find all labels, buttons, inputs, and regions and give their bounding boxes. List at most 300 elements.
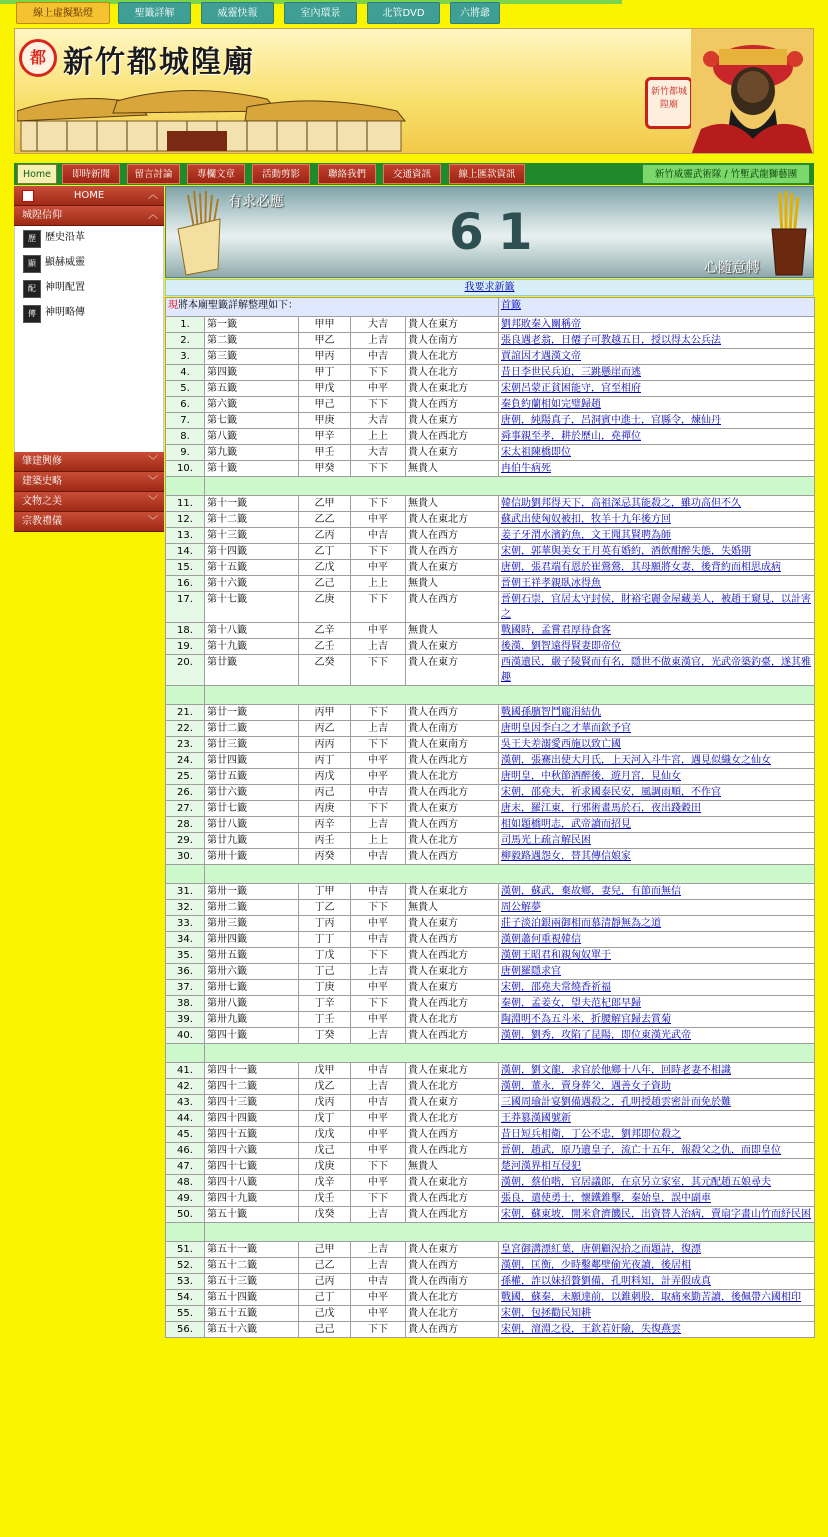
lot-direction: 貴人在西北方 [406, 785, 499, 801]
banner-heart-text: 心隨意轉 [704, 260, 760, 276]
lot-number: 1. [166, 317, 205, 333]
lot-name: 第卅五籤 [205, 948, 299, 964]
lot-luck: 中平 [351, 916, 406, 932]
lot-story-link[interactable]: 唐明皇，中秋節酒醉後，遊月宮，見仙女 [501, 771, 681, 782]
lot-story-cell [499, 1322, 815, 1338]
lot-direction: 貴人在東方 [406, 1242, 499, 1258]
sidebar-item-label: 歷史沿革 [45, 232, 85, 243]
lot-story-link[interactable]: 宋朝呂蒙正貧困能守，官至相府 [501, 383, 641, 394]
lot-luck: 中吉 [351, 1095, 406, 1111]
lot-direction: 貴人在西方 [406, 397, 499, 413]
table-row [166, 1143, 815, 1159]
lot-direction: 貴人在北方 [406, 1111, 499, 1127]
lot-story-cell [499, 833, 815, 849]
lot-name: 第十四籤 [205, 544, 299, 560]
lot-number: 48. [166, 1175, 205, 1191]
lot-direction: 貴人在西北方 [406, 996, 499, 1012]
site-header [14, 28, 814, 154]
separator-cell [166, 865, 205, 884]
table-row [166, 397, 815, 413]
top-nav-item[interactable]: 室內環景 [284, 2, 357, 24]
nav-home[interactable]: Home [17, 164, 57, 184]
lot-name: 第五十六籤 [205, 1322, 299, 1338]
request-new-lot-link[interactable]: 我要求新籤 [464, 282, 515, 293]
lot-direction: 貴人在西北方 [406, 1143, 499, 1159]
lot-luck: 下下 [351, 655, 406, 686]
lot-stem: 甲己 [299, 397, 351, 413]
lot-name: 第四籤 [205, 365, 299, 381]
lot-story-link[interactable]: 漢朝，劉文龍，求官於他鄉十八年，回時老妻不相識 [501, 1065, 731, 1076]
lot-name: 第廿一籤 [205, 705, 299, 721]
lot-story-link[interactable]: 蘇武出使匈奴被扣，牧羊十九年後方回 [501, 514, 671, 525]
lot-direction: 貴人在東方 [406, 801, 499, 817]
table-row [166, 576, 815, 592]
lot-story-link[interactable]: 三國周瑜計宴劉備遇殺之，孔明授趙雲密計而免於難 [501, 1097, 731, 1108]
lot-direction: 貴人在北方 [406, 365, 499, 381]
table-row [166, 1274, 815, 1290]
first-lot-link[interactable]: 首籤 [501, 300, 521, 311]
city-god-statue-image [691, 29, 813, 154]
lot-luck: 中平 [351, 769, 406, 785]
lot-direction: 貴人在西北方 [406, 1191, 499, 1207]
table-row [166, 1191, 815, 1207]
header-intro-text: 將本廟聖籤詳解整理如下： [178, 300, 298, 311]
top-nav-item[interactable]: 聖籤詳解 [118, 2, 191, 24]
sidebar-item-miracles[interactable] [15, 253, 163, 278]
lot-stem: 己丙 [299, 1274, 351, 1290]
lot-story-link[interactable]: 唐朝，純陽真子，呂洞賓中進士，官縣令，煉仙丹 [501, 415, 721, 426]
lot-story-link[interactable]: 後漢，劉智遠得賢妻即帝位 [501, 641, 621, 652]
lot-direction: 貴人在西北方 [406, 1207, 499, 1223]
lot-name: 第廿籤 [205, 655, 299, 686]
lot-story-link[interactable]: 劉邦敗秦入關稱帝 [501, 319, 581, 330]
lot-story-link[interactable]: 晉朝王祥孝親臥冰得魚 [501, 578, 601, 589]
lot-stem: 丁辛 [299, 996, 351, 1012]
chevron-up-icon[interactable]: ︿ [148, 190, 158, 201]
sidebar-section-construction[interactable] [14, 452, 164, 472]
lot-name: 第廿八籤 [205, 817, 299, 833]
lot-luck: 上吉 [351, 1207, 406, 1223]
separator-cell [166, 477, 205, 496]
table-row [166, 996, 815, 1012]
table-row [166, 1079, 815, 1095]
lot-direction: 貴人在西方 [406, 1127, 499, 1143]
lot-stem: 戊甲 [299, 1063, 351, 1079]
lot-number: 6. [166, 397, 205, 413]
lot-story-link[interactable]: 相如題橋明志，武帝讀而招見 [501, 819, 631, 830]
lot-direction: 貴人在東南方 [406, 737, 499, 753]
lot-stem: 戊癸 [299, 1207, 351, 1223]
lot-number: 38. [166, 996, 205, 1012]
lot-name: 第四十四籤 [205, 1111, 299, 1127]
lot-story-link[interactable]: 唐朝，張君端有恩於崔鶯鶯，其母願將女妻，後背約而相思成病 [501, 562, 781, 573]
lot-number: 41. [166, 1063, 205, 1079]
lot-story-link[interactable]: 漢朝，蔡伯喈，官居議郎，在京另立家室，其元配趙五娘尋夫 [501, 1177, 771, 1188]
lot-direction: 貴人在東方 [406, 655, 499, 686]
lot-number: 28. [166, 817, 205, 833]
lot-story-link[interactable]: 孫權，詐以妹招贅劉備，孔明料知，計弄假成真 [501, 1276, 711, 1287]
lot-story-link[interactable]: 戰國時，孟嘗君厚待食客 [501, 625, 611, 636]
lot-luck: 上吉 [351, 1242, 406, 1258]
chevron-down-icon[interactable]: ﹀ [148, 456, 158, 467]
lot-name: 第二籤 [205, 333, 299, 349]
lot-story-link[interactable]: 姜子牙渭水濱釣魚，文王聞其賢聘為師 [501, 530, 671, 541]
lot-direction: 貴人在西北方 [406, 429, 499, 445]
lot-name: 第四十三籤 [205, 1095, 299, 1111]
lot-story-cell [499, 544, 815, 560]
lot-story-link[interactable]: 莊子淡泊銀兩御相而慕清靜無為之道 [501, 918, 661, 929]
lot-stem: 丁甲 [299, 884, 351, 900]
lot-story-link[interactable]: 宋朝，包拯勸民知耕 [501, 1308, 591, 1319]
lot-story-link[interactable]: 唐明皇因李白之才華而欽予官 [501, 723, 631, 734]
lot-stem: 乙乙 [299, 512, 351, 528]
lot-name: 第七籤 [205, 413, 299, 429]
table-row [166, 1290, 815, 1306]
lot-number: 42. [166, 1079, 205, 1095]
chevron-down-icon[interactable]: ﹀ [148, 476, 158, 487]
lot-story-link[interactable]: 漢朝蕭何重視韓信 [501, 934, 581, 945]
lot-story-link[interactable]: 漢朝，匡衡，少時鑿鄰壁偷光夜讀，後居相 [501, 1260, 691, 1271]
table-row [166, 496, 815, 512]
lot-story-link[interactable]: 皇宮御溝漂紅葉，唐朝顧況拾之而題詩，復漂 [501, 1244, 701, 1255]
table-row [166, 1175, 815, 1191]
sidebar-section-architecture[interactable] [14, 472, 164, 492]
lot-luck: 下下 [351, 996, 406, 1012]
lot-stem: 丙丙 [299, 737, 351, 753]
lot-luck: 中平 [351, 1143, 406, 1159]
sidebar-home[interactable] [14, 186, 164, 206]
lot-name: 第四十籤 [205, 1028, 299, 1044]
chevron-up-icon[interactable]: ︿ [148, 210, 158, 221]
banner-ask-text: 有求必應 [228, 194, 284, 210]
lot-story-cell [499, 429, 815, 445]
lot-name: 第八籤 [205, 429, 299, 445]
lot-direction: 無貴人 [406, 1159, 499, 1175]
lot-number: 37. [166, 980, 205, 996]
nav-articles[interactable]: 專欄文章 [187, 164, 245, 184]
lot-number: 16. [166, 576, 205, 592]
lot-story-cell [499, 639, 815, 655]
lot-name: 第卅四籤 [205, 932, 299, 948]
temple-roof-illustration [17, 81, 407, 153]
lot-story-link[interactable]: 漢朝，劉秀，攻陷了昆陽，即位東漢光武帝 [501, 1030, 691, 1041]
lot-number: 26. [166, 785, 205, 801]
table-row [166, 317, 815, 333]
lot-story-cell [499, 753, 815, 769]
lot-luck: 上上 [351, 576, 406, 592]
lot-story-link[interactable]: 柳毅路遇怨女，替其傳信娘家 [501, 851, 631, 862]
lot-direction: 貴人在西方 [406, 528, 499, 544]
lot-number: 33. [166, 916, 205, 932]
lot-story-link[interactable]: 唐末，羅江東，行邪術畫馬於石，夜出踐穀田 [501, 803, 701, 814]
separator-cell [205, 477, 815, 496]
table-row [166, 980, 815, 996]
lot-story-link[interactable]: 漢朝，董永，賣身葬父，遇善女子資助 [501, 1081, 671, 1092]
table-row [166, 948, 815, 964]
lot-story-link[interactable]: 昔日短兵相衛，丁公不忠，劉邦即位殺之 [501, 1129, 681, 1140]
lot-story-cell [499, 365, 815, 381]
lot-story-cell [499, 769, 815, 785]
lot-story-cell [499, 1063, 815, 1079]
lot-stem: 戊丁 [299, 1111, 351, 1127]
lot-luck: 中平 [351, 1127, 406, 1143]
table-row [166, 512, 815, 528]
sidebar-item-history[interactable] [15, 228, 163, 253]
table-row [166, 801, 815, 817]
lot-luck: 大吉 [351, 413, 406, 429]
lot-stem: 丙辛 [299, 817, 351, 833]
table-row [166, 737, 815, 753]
lot-story-cell [499, 1207, 815, 1223]
lot-stem: 丙戊 [299, 769, 351, 785]
lot-story-link[interactable]: 秦朝，孟姜女，望夫范杞郎早歸 [501, 998, 641, 1009]
lot-story-link[interactable]: 宋太祖陳橋即位 [501, 447, 571, 458]
lot-stem: 戊己 [299, 1143, 351, 1159]
table-header-row [166, 298, 815, 317]
top-nav-item[interactable]: 六將爺 [450, 2, 500, 24]
lot-luck: 中平 [351, 623, 406, 639]
lot-story-link[interactable]: 舜事親至孝，耕於歷山，堯禪位 [501, 431, 641, 442]
lot-story-link[interactable]: 漢朝王昭君和親匈奴單于 [501, 950, 611, 961]
lot-luck: 下下 [351, 900, 406, 916]
lot-story-link[interactable]: 張良遇老翁，日僊子可教越五日，授以得太公兵法 [501, 335, 721, 346]
lot-story-link[interactable]: 漢朝，蘇武，棄故鄉，妻兒，有節而無信 [501, 886, 681, 897]
lot-name: 第十三籤 [205, 528, 299, 544]
lot-story-link[interactable]: 宋朝，邵堯夫常燒香祈福 [501, 982, 611, 993]
lot-stem: 戊庚 [299, 1159, 351, 1175]
lot-name: 第十籤 [205, 461, 299, 477]
lot-luck: 中吉 [351, 528, 406, 544]
sidebar-section-label: 肇建興修 [22, 456, 62, 467]
lot-luck: 下下 [351, 461, 406, 477]
lot-story-link[interactable]: 宋朝，澶淵之役，王欽若奸險，失復燕雲 [501, 1324, 681, 1335]
nav-martial-arts-team[interactable]: 新竹威靈武術隊 / 竹塹武龍獅藝團 [642, 164, 810, 184]
nav-contact[interactable]: 聯絡我們 [318, 164, 376, 184]
sidebar-item-deity-bios[interactable] [15, 303, 163, 328]
table-row [166, 900, 815, 916]
lot-story-link[interactable]: 冉伯牛病死 [501, 463, 551, 474]
table-row [166, 349, 815, 365]
lot-story-cell [499, 916, 815, 932]
lot-story-link[interactable]: 韓信助劉邦得天下，高祖深忌其能殺之，雖功高但不久 [501, 498, 741, 509]
separator-row [166, 477, 815, 496]
nav-message-board[interactable]: 留言討論 [127, 164, 180, 184]
lot-story-link[interactable]: 昔日李世民兵迫，三跳懸崖而逃 [501, 367, 641, 378]
lot-direction: 貴人在北方 [406, 769, 499, 785]
lot-story-link[interactable]: 吳王夫差溺愛西施以致亡國 [501, 739, 621, 750]
lot-luck: 下下 [351, 1322, 406, 1338]
lot-luck: 中平 [351, 1175, 406, 1191]
lot-number: 52. [166, 1258, 205, 1274]
lot-direction: 無貴人 [406, 623, 499, 639]
lot-story-link[interactable]: 晉朝石崇，官居太守封侯，財裕宅麗金屋藏美人，被趙王窺見，以計害之 [501, 594, 811, 620]
table-row [166, 429, 815, 445]
lot-name: 第六籤 [205, 397, 299, 413]
lot-direction: 貴人在西方 [406, 1322, 499, 1338]
lot-stem: 甲辛 [299, 429, 351, 445]
lot-story-cell [499, 948, 815, 964]
lot-story-link[interactable]: 戰國孫臏智鬥龐涓結仇 [501, 707, 601, 718]
lot-stem: 丙己 [299, 785, 351, 801]
lot-direction: 無貴人 [406, 576, 499, 592]
lot-luck: 上吉 [351, 639, 406, 655]
lot-number: 12. [166, 512, 205, 528]
fortune-sticks-cup-icon [174, 189, 224, 277]
lot-number: 5. [166, 381, 205, 397]
lot-direction: 貴人在西北方 [406, 948, 499, 964]
lot-number: 31. [166, 884, 205, 900]
lot-stem: 乙丙 [299, 528, 351, 544]
lot-luck: 中吉 [351, 785, 406, 801]
lot-number: 32. [166, 900, 205, 916]
lot-story-cell [499, 349, 815, 365]
table-row [166, 381, 815, 397]
sidebar-section-rituals[interactable] [14, 512, 164, 532]
lot-direction: 貴人在東北方 [406, 512, 499, 528]
sidebar-item-deity-layout[interactable] [15, 278, 163, 303]
fortune-list-table [165, 297, 815, 1338]
lot-stem: 己甲 [299, 1242, 351, 1258]
table-row [166, 1012, 815, 1028]
lot-story-link[interactable]: 漢朝，張騫出使大月氏，上天河入斗牛宮，遇見似織女之仙女 [501, 755, 771, 766]
lot-luck: 上吉 [351, 1258, 406, 1274]
top-nav-item[interactable]: 威靈快報 [201, 2, 274, 24]
lot-number: 50. [166, 1207, 205, 1223]
lot-story-cell [499, 801, 815, 817]
sidebar-section-artifacts[interactable] [14, 492, 164, 512]
table-row [166, 560, 815, 576]
separator-cell [166, 686, 205, 705]
nav-news[interactable]: 即時新聞 [62, 164, 120, 184]
separator-cell [166, 1044, 205, 1063]
nav-traffic[interactable]: 交通資訊 [383, 164, 441, 184]
lot-direction: 貴人在南方 [406, 333, 499, 349]
lot-name: 第卅九籤 [205, 1012, 299, 1028]
lot-name: 第廿五籤 [205, 769, 299, 785]
lot-number: 24. [166, 753, 205, 769]
temple-logo[interactable]: 都 [19, 39, 57, 77]
lot-story-link[interactable]: 司馬光上疏言解民困 [501, 835, 591, 846]
lot-story-cell [499, 817, 815, 833]
lot-luck: 中平 [351, 512, 406, 528]
nav-remittance[interactable]: 線上匯款資訊 [449, 164, 525, 184]
nav-activity-photos[interactable]: 活動剪影 [252, 164, 310, 184]
lot-stem: 丁庚 [299, 980, 351, 996]
table-row [166, 1258, 815, 1274]
lot-story-link[interactable]: 王莽篡漢國號新 [501, 1113, 571, 1124]
lot-stem: 戊壬 [299, 1191, 351, 1207]
lot-name: 第卅八籤 [205, 996, 299, 1012]
lot-stem: 戊丙 [299, 1095, 351, 1111]
lot-stem: 乙庚 [299, 592, 351, 623]
lot-story-cell [499, 317, 815, 333]
lot-story-link[interactable]: 張良，遣使勇士，懷鐵錐擊，秦始皇，誤中副車 [501, 1193, 711, 1204]
lot-name: 第卅六籤 [205, 964, 299, 980]
lot-luck: 中吉 [351, 884, 406, 900]
lot-story-link[interactable]: 戰國，蘇秦，未願達前，以錐刺股，取痛來勤苦讀，後佩帶六國相印 [501, 1292, 801, 1303]
lot-luck: 上吉 [351, 817, 406, 833]
lot-direction: 貴人在西方 [406, 932, 499, 948]
lot-story-link[interactable]: 西漢遺民，嚴子陵賢而有名，隱世不做東漢官，光武帝築釣臺，遂其雅趣 [501, 657, 811, 683]
lot-number: 45. [166, 1127, 205, 1143]
lot-story-link[interactable]: 晉朝，趙武，原乃遺皇子，流亡十五年，報殺父之仇，而即皇位 [501, 1145, 781, 1156]
site-title[interactable]: 新竹都城隍廟 [63, 45, 255, 80]
lot-name: 第五十四籤 [205, 1290, 299, 1306]
lot-luck: 大吉 [351, 445, 406, 461]
lot-number: 19. [166, 639, 205, 655]
lot-number: 14. [166, 544, 205, 560]
table-header-intro [166, 298, 499, 317]
lot-name: 第十二籤 [205, 512, 299, 528]
lot-story-link[interactable]: 宋朝，邵堯夫，祈求國泰民安，風調雨順，不作官 [501, 787, 721, 798]
lot-direction: 貴人在西方 [406, 592, 499, 623]
lot-story-cell [499, 1175, 815, 1191]
lot-stem: 甲戊 [299, 381, 351, 397]
lot-direction: 無貴人 [406, 900, 499, 916]
lot-name: 第五十三籤 [205, 1274, 299, 1290]
lot-number: 7. [166, 413, 205, 429]
lot-name: 第廿二籤 [205, 721, 299, 737]
lot-luck: 下下 [351, 948, 406, 964]
lot-story-link[interactable]: 賈誼因才遇漢文帝 [501, 351, 581, 362]
lot-luck: 上上 [351, 429, 406, 445]
lot-story-link[interactable]: 宋朝，蘇東坡，開米倉濟饑民，出資替人治病，賣扇字畫山竹而紓民困 [501, 1209, 811, 1220]
sidebar-section-label: 建築史略 [22, 476, 62, 487]
lot-story-cell [499, 496, 815, 512]
sidebar-section-faith[interactable] [14, 206, 164, 226]
lot-luck: 上吉 [351, 1028, 406, 1044]
top-nav-item[interactable]: 北管DVD [367, 2, 440, 24]
lot-story-link[interactable]: 宋朝，郭華與美女王月英有婚約，酒飲酣醉失態，失婚期 [501, 546, 751, 557]
table-row [166, 1322, 815, 1338]
lot-direction: 貴人在西北方 [406, 753, 499, 769]
lot-story-link[interactable]: 秦負約蘭相如完璧歸趙 [501, 399, 601, 410]
lot-number: 51. [166, 1242, 205, 1258]
top-nav-item[interactable]: 線上虛擬點燈 [16, 2, 110, 24]
table-row [166, 964, 815, 980]
lot-stem: 己乙 [299, 1258, 351, 1274]
lot-stem: 丙壬 [299, 833, 351, 849]
sidebar-home-label: HOME [73, 190, 105, 201]
lot-story-cell [499, 1242, 815, 1258]
lot-story-link[interactable]: 陶淵明不為五斗米，折腰解官歸去賞菊 [501, 1014, 671, 1025]
lot-luck: 上吉 [351, 964, 406, 980]
miracle-icon: 顯 [23, 255, 41, 273]
lot-luck: 上吉 [351, 721, 406, 737]
lot-story-cell [499, 655, 815, 686]
lot-stem: 乙癸 [299, 655, 351, 686]
lot-name: 第十九籤 [205, 639, 299, 655]
lot-number: 9. [166, 445, 205, 461]
lot-story-cell [499, 996, 815, 1012]
lot-story-link[interactable]: 唐朝羅隱求官 [501, 966, 561, 977]
table-row [166, 1095, 815, 1111]
lot-story-link[interactable]: 楚河漢界相互侵犯 [501, 1161, 581, 1172]
fortune-banner [165, 186, 814, 278]
lot-story-link[interactable]: 周公解夢 [501, 902, 541, 913]
chevron-down-icon[interactable]: ﹀ [148, 496, 158, 507]
table-row [166, 1127, 815, 1143]
chevron-down-icon[interactable]: ﹀ [148, 516, 158, 527]
lot-luck: 下下 [351, 737, 406, 753]
table-row [166, 655, 815, 686]
lot-stem: 乙己 [299, 576, 351, 592]
lot-luck: 下下 [351, 1191, 406, 1207]
table-row [166, 461, 815, 477]
table-row [166, 544, 815, 560]
lot-stem: 丙庚 [299, 801, 351, 817]
table-row [166, 849, 815, 865]
